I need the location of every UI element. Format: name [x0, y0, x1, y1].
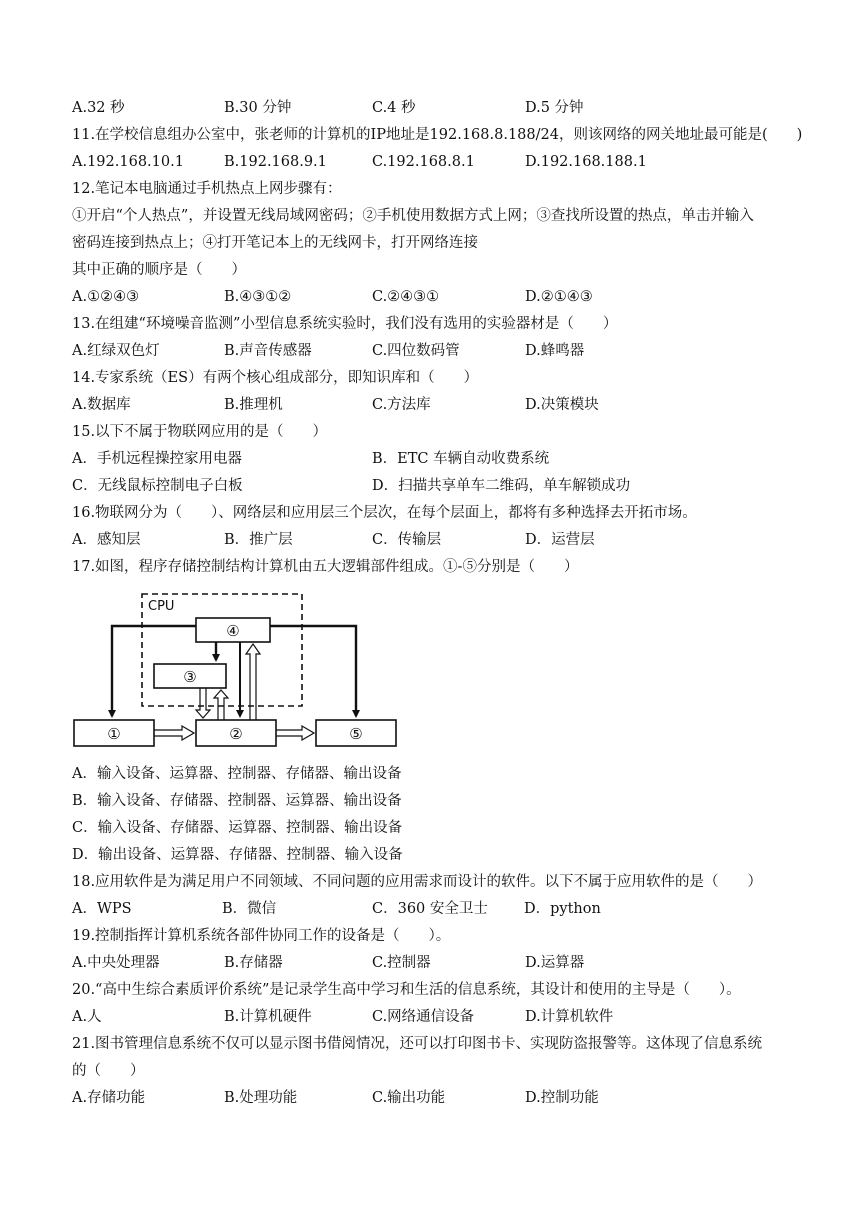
q16-option-c: C．传输层	[372, 532, 442, 548]
q15-option-b: B．ETC 车辆自动收费系统	[372, 451, 550, 467]
q20-option-d: D.计算机软件	[525, 1009, 614, 1025]
q13-stem: 13.在组建“环境噪音监测”小型信息系统实验时，我们没有选用的实验器材是（ ）	[72, 316, 618, 332]
data-arrow-2-to-5	[276, 726, 314, 740]
q11-options	[72, 152, 832, 172]
q12-option-d: D.②①④③	[525, 289, 593, 305]
q19-option-a: A.中央处理器	[72, 955, 160, 971]
q15-options-row-2	[72, 476, 832, 496]
q11-option-c: C.192.168.8.1	[372, 154, 475, 170]
q20-options	[72, 1007, 832, 1027]
q20-option-a: A.人	[72, 1009, 102, 1025]
q12-option-c: C.②④③①	[372, 289, 440, 305]
q19-option-b: B.存储器	[224, 955, 283, 971]
cpu-label: CPU	[148, 599, 175, 614]
computer-architecture-diagram	[70, 588, 410, 754]
q10-option-b: B.30 分钟	[224, 100, 292, 116]
q18-option-a: A．WPS	[72, 901, 132, 917]
q11-stem: 11.在学校信息组办公室中，张老师的计算机的IP地址是192.168.8.188/24，则该网络的网关地址最可能是( )	[72, 127, 803, 143]
box-4-label: ④	[226, 622, 240, 640]
q16-options	[72, 530, 832, 550]
q18-option-c: C．360 安全卫士	[372, 901, 488, 917]
data-arrow-3-to-2	[196, 688, 210, 718]
q18-options	[72, 899, 832, 919]
q11-option-b: B.192.168.9.1	[224, 154, 327, 170]
q10-option-a: A.32 秒	[72, 100, 125, 116]
q19-stem: 19.控制指挥计算机系统各部件协同工作的设备是（ ）。	[72, 928, 451, 944]
q18-option-b: B．微信	[222, 901, 277, 917]
control-line-to-5	[270, 626, 356, 716]
q15-options-row-1	[72, 449, 832, 469]
data-arrow-2-to-4	[246, 644, 260, 720]
q20-option-c: C.网络通信设备	[372, 1009, 475, 1025]
q12-steps-line-2: 密码连接到热点上；④打开笔记本上的无线网卡，打开网络连接	[72, 235, 478, 251]
q13-options	[72, 341, 832, 361]
q12-stem: 12.笔记本电脑通过手机热点上网步骤有：	[72, 181, 342, 197]
q20-option-b: B.计算机硬件	[224, 1009, 312, 1025]
q11-option-a: A.192.168.10.1	[72, 154, 184, 170]
q18-option-d: D．python	[524, 901, 601, 917]
q10-option-d: D.5 分钟	[525, 100, 584, 116]
q14-option-d: D.决策模块	[525, 397, 599, 413]
q13-option-c: C.四位数码管	[372, 343, 460, 359]
q19-options	[72, 953, 832, 973]
q11-option-d: D.192.168.188.1	[525, 154, 647, 170]
q12-steps-line-1: ①开启“个人热点”，并设置无线局域网密码；②手机使用数据方式上网；③查找所设置的热点，单击并输入	[72, 208, 754, 224]
box-3-label: ③	[183, 668, 197, 686]
q16-option-b: B．推广层	[224, 532, 293, 548]
q19-option-d: D.运算器	[525, 955, 585, 971]
q21-option-b: B.处理功能	[224, 1090, 298, 1106]
q15-stem: 15.以下不属于物联网应用的是（ ）	[72, 424, 328, 440]
q12-option-a: A.①②④③	[72, 289, 140, 305]
q21-stem-line-1: 21.图书管理信息系统不仅可以显示图书借阅情况，还可以打印图书卡、实现防盗报警等。这体现了信息系统	[72, 1036, 763, 1052]
q14-option-a: A.数据库	[72, 397, 131, 413]
q13-option-a: A.红绿双色灯	[72, 343, 160, 359]
q19-option-c: C.控制器	[372, 955, 431, 971]
q14-option-b: B.推理机	[224, 397, 283, 413]
q14-option-c: C.方法库	[372, 397, 431, 413]
q16-stem: 16.物联网分为（ ）、网络层和应用层三个层次，在每个层面上，都将有多种选择去开拓市场。	[72, 505, 697, 521]
data-arrow-2-to-3	[214, 690, 228, 720]
q12-option-b: B.④③①②	[224, 289, 292, 305]
q16-option-d: D．运营层	[525, 532, 595, 548]
box-2-label: ②	[229, 725, 243, 743]
q16-option-a: A．感知层	[72, 532, 141, 548]
q17-option-d: D．输出设备、运算器、存储器、控制器、输入设备	[72, 847, 403, 863]
q15-option-d: D．扫描共享单车二维码，单车解锁成功	[372, 478, 631, 494]
q18-stem: 18.应用软件是为满足用户不同领域、不同问题的应用需求而设计的软件。以下不属于应用软件的是（ ）	[72, 874, 763, 890]
q15-option-c: C．无线鼠标控制电子白板	[72, 478, 243, 494]
q20-stem: 20.“高中生综合素质评价系统”是记录学生高中学习和生活的信息系统，其设计和使用的主导是（ ）。	[72, 982, 741, 998]
box-5-label: ⑤	[349, 725, 363, 743]
data-arrow-1-to-2	[154, 726, 194, 740]
q21-option-d: D.控制功能	[525, 1090, 599, 1106]
q21-stem-line-2: 的（ ）	[72, 1063, 145, 1079]
q17-option-c: C．输入设备、存储器、运算器、控制器、输出设备	[72, 820, 403, 836]
q10-options	[72, 98, 832, 118]
q21-options	[72, 1088, 832, 1108]
q13-option-d: D.蜂鸣器	[525, 343, 585, 359]
q21-option-c: C.输出功能	[372, 1090, 446, 1106]
q12-options	[72, 287, 832, 307]
q14-options	[72, 395, 832, 415]
q15-option-a: A．手机远程操控家用电器	[72, 451, 242, 467]
q14-stem: 14.专家系统（ES）有两个核心组成部分，即知识库和（ ）	[72, 370, 479, 386]
q17-stem: 17.如图，程序存储控制结构计算机由五大逻辑部件组成。①-⑤分别是（ ）	[72, 559, 579, 575]
q10-option-c: C.4 秒	[372, 100, 416, 116]
q12-question: 其中正确的顺序是（ ）	[72, 262, 246, 278]
q13-option-b: B.声音传感器	[224, 343, 312, 359]
q21-option-a: A.存储功能	[72, 1090, 146, 1106]
box-1-label: ①	[107, 725, 121, 743]
q17-option-a: A．输入设备、运算器、控制器、存储器、输出设备	[72, 766, 402, 782]
q17-option-b: B．输入设备、存储器、控制器、运算器、输出设备	[72, 793, 402, 809]
